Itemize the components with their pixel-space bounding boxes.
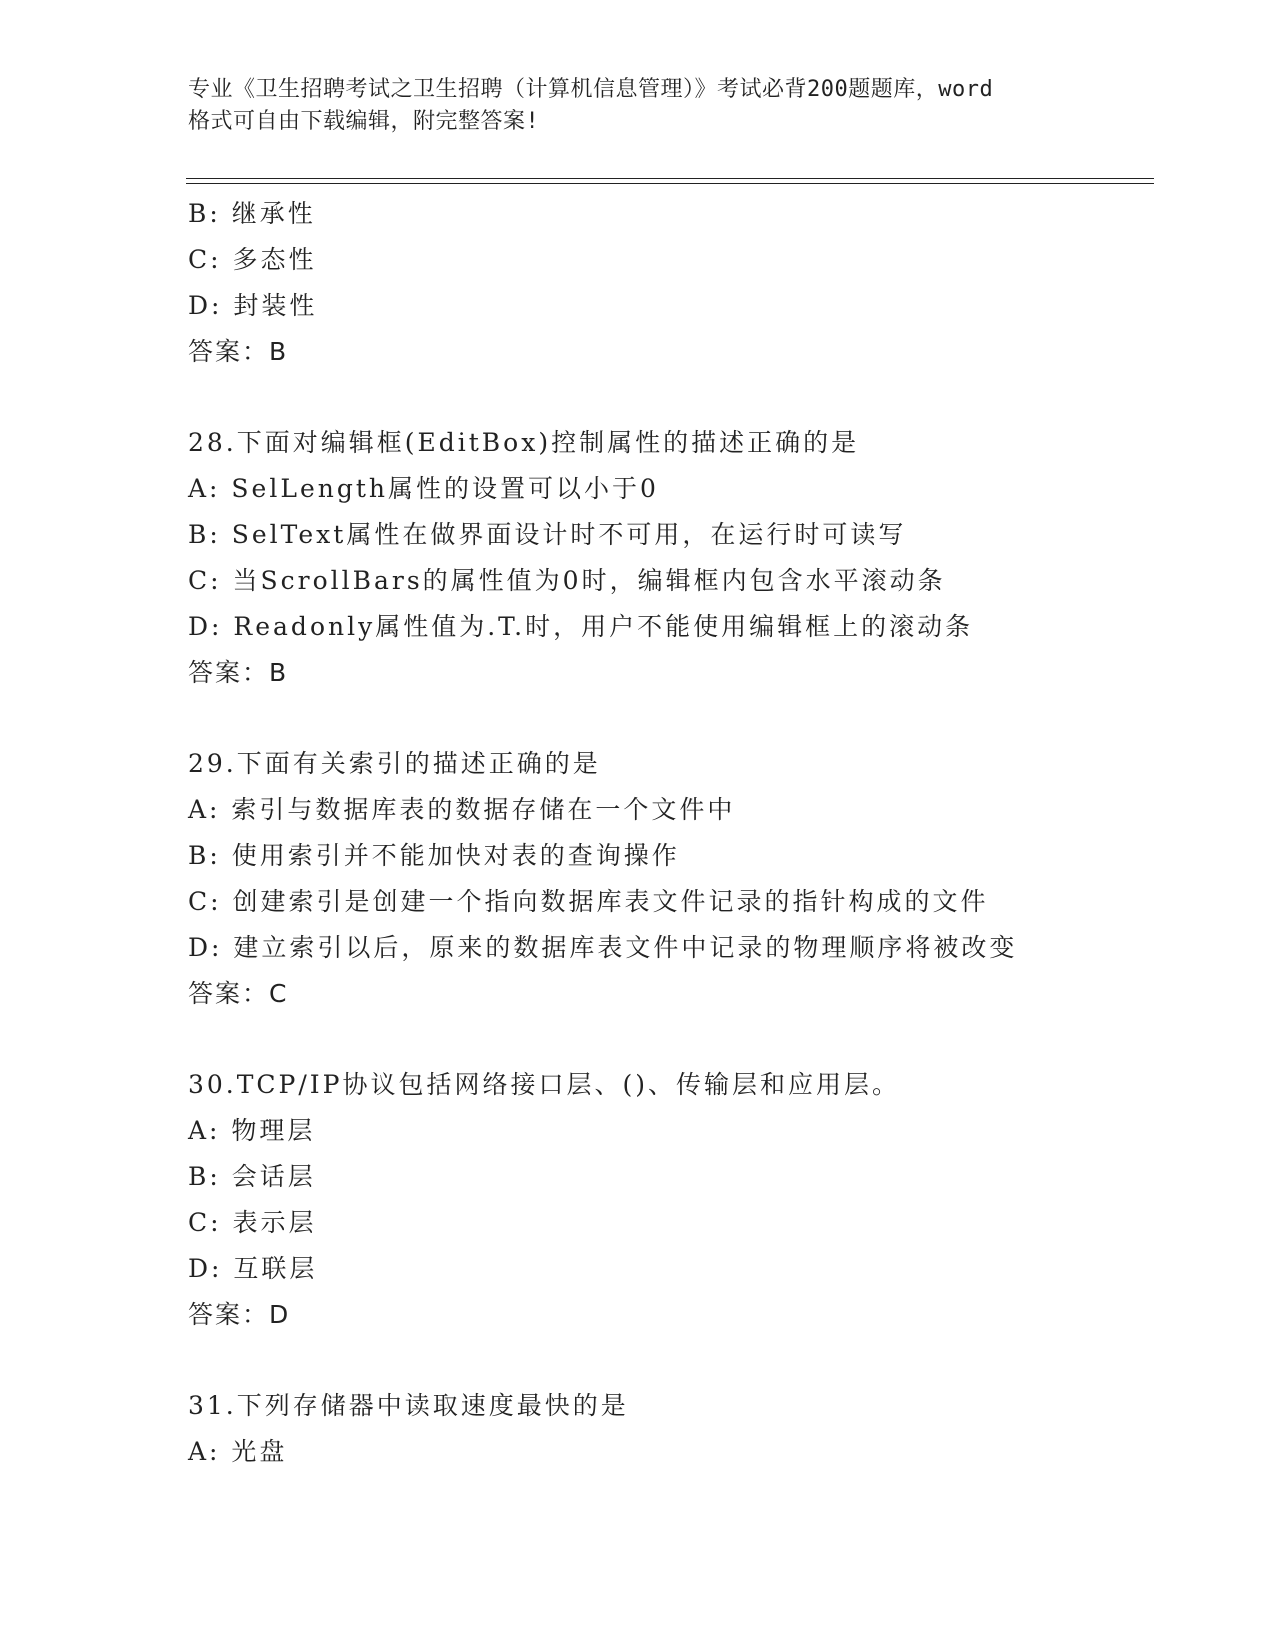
question-text: 30.TCP/IP协议包括网络接口层、()、传输层和应用层。 [188, 1070, 901, 1099]
spacer [188, 375, 1188, 420]
option-c: C: 创建索引是创建一个指向数据库表文件记录的指针构成的文件 [188, 887, 989, 916]
header-divider-bottom [186, 183, 1154, 184]
header-divider-top [186, 178, 1154, 179]
question-block-31 [188, 1383, 1188, 1475]
option-a: A: 光盘 [188, 1437, 288, 1466]
answer-line: 答案：D [188, 1300, 291, 1329]
question-block-29 [188, 741, 1188, 1017]
option-b: B: 会话层 [188, 1162, 316, 1191]
option-d: D: Readonly属性值为.T.时，用户不能使用编辑框上的滚动条 [188, 612, 974, 641]
header-line-1: 专业《卫生招聘考试之卫生招聘（计算机信息管理）》考试必背200题题库，word [188, 77, 994, 102]
option-a: A: 物理层 [188, 1116, 316, 1145]
answer-line: 答案：C [188, 979, 289, 1008]
option-b: B: 继承性 [188, 199, 316, 228]
option-a: A: SelLength属性的设置可以小于0 [188, 474, 659, 503]
option-b: B: 使用索引并不能加快对表的查询操作 [188, 841, 680, 870]
option-c: C: 多态性 [188, 245, 317, 274]
option-c: C: 表示层 [188, 1208, 317, 1237]
question-text: 29.下面有关索引的描述正确的是 [188, 749, 601, 778]
answer-line: 答案：B [188, 658, 289, 687]
question-list [188, 191, 1188, 1475]
question-text: 28.下面对编辑框(EditBox)控制属性的描述正确的是 [188, 428, 860, 457]
option-a: A: 索引与数据库表的数据存储在一个文件中 [188, 795, 736, 824]
option-b: B: SelText属性在做界面设计时不可用，在运行时可读写 [188, 520, 907, 549]
question-block-27 [188, 191, 1188, 375]
question-text: 31.下列存储器中读取速度最快的是 [188, 1391, 629, 1420]
question-block-28 [188, 420, 1188, 696]
option-d: D: 封装性 [188, 291, 318, 320]
option-d: D: 建立索引以后，原来的数据库表文件中记录的物理顺序将被改变 [188, 933, 1018, 962]
option-c: C: 当ScrollBars的属性值为0时，编辑框内包含水平滚动条 [188, 566, 946, 595]
spacer [188, 1338, 1188, 1383]
document-header [188, 74, 1088, 138]
question-block-30 [188, 1062, 1188, 1338]
option-d: D: 互联层 [188, 1254, 318, 1283]
spacer [188, 1017, 1188, 1062]
header-line-2: 格式可自由下载编辑，附完整答案! [188, 109, 540, 134]
spacer [188, 696, 1188, 741]
answer-line: 答案：B [188, 337, 289, 366]
